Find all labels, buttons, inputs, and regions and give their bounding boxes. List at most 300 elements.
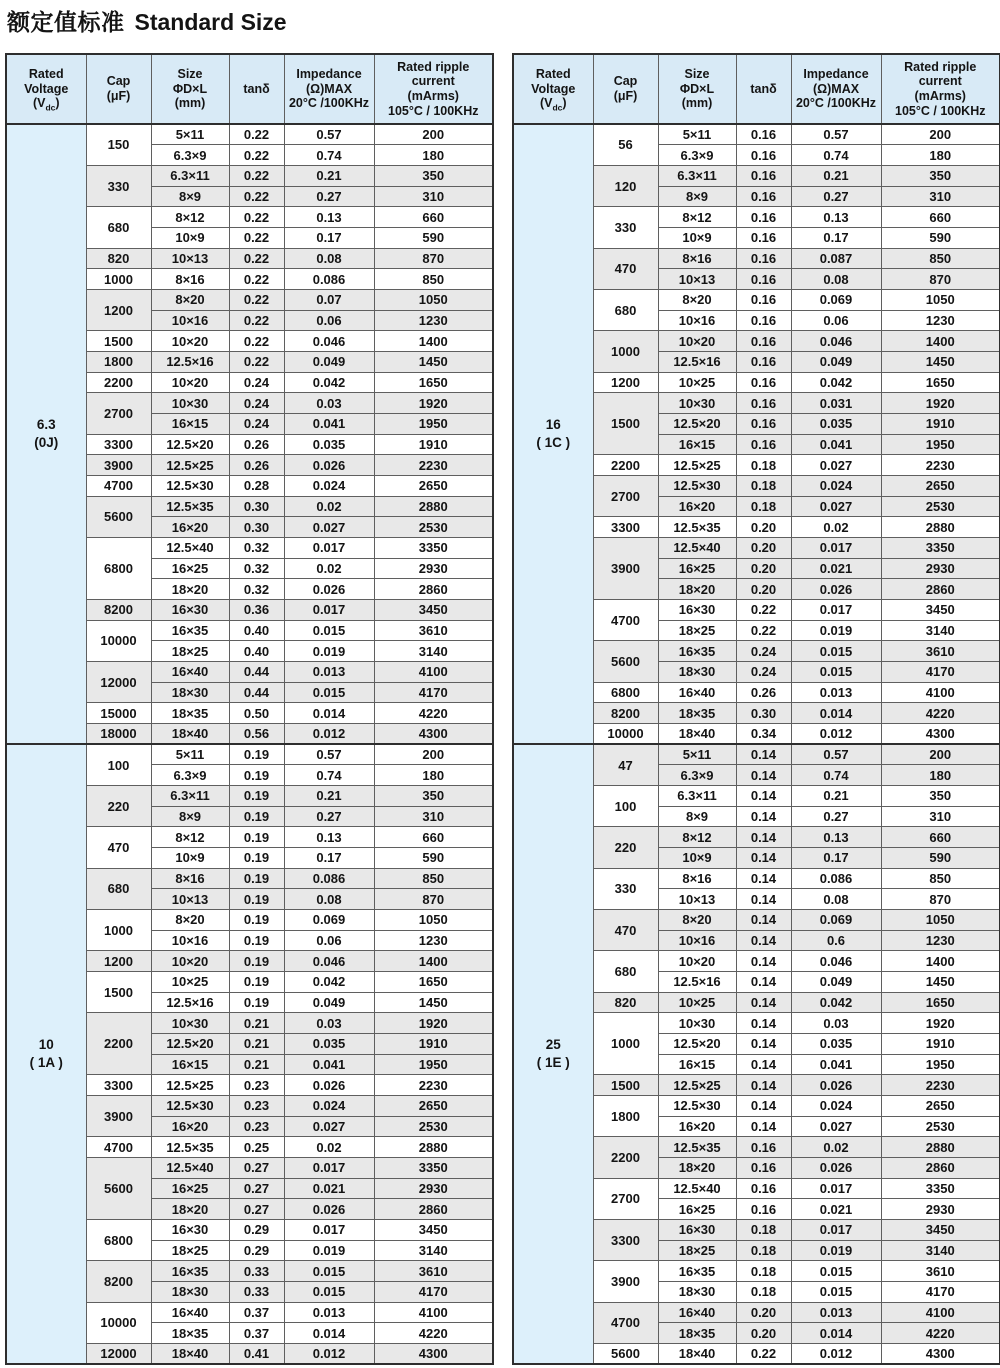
size-cell: 16×20 bbox=[658, 496, 736, 517]
impedance-cell: 0.014 bbox=[791, 703, 881, 724]
impedance-cell: 0.08 bbox=[791, 269, 881, 290]
header-line: current bbox=[918, 74, 962, 89]
size-cell: 12.5×40 bbox=[151, 537, 229, 558]
ripple-cell: 1910 bbox=[881, 413, 1000, 434]
ripple-cell: 2930 bbox=[881, 558, 1000, 579]
ripple-cell: 1450 bbox=[881, 351, 1000, 372]
impedance-cell: 0.03 bbox=[284, 393, 374, 414]
tand-cell: 0.34 bbox=[736, 723, 791, 744]
tand-cell: 0.19 bbox=[229, 992, 284, 1013]
ripple-cell: 590 bbox=[881, 227, 1000, 248]
cap-cell: 3300 bbox=[593, 1220, 658, 1261]
ripple-cell: 350 bbox=[881, 165, 1000, 186]
ripple-cell: 4170 bbox=[881, 1282, 1000, 1303]
ripple-cell: 3610 bbox=[374, 620, 493, 641]
size-cell: 12.5×25 bbox=[151, 455, 229, 476]
impedance-cell: 0.06 bbox=[284, 310, 374, 331]
column-header-impedance bbox=[284, 54, 374, 124]
impedance-cell: 0.019 bbox=[791, 620, 881, 641]
size-cell: 18×20 bbox=[151, 579, 229, 600]
impedance-cell: 0.026 bbox=[791, 579, 881, 600]
impedance-cell: 0.024 bbox=[791, 1096, 881, 1117]
impedance-cell: 0.019 bbox=[284, 1240, 374, 1261]
impedance-cell: 0.017 bbox=[284, 599, 374, 620]
size-cell: 10×25 bbox=[658, 372, 736, 393]
size-cell: 8×20 bbox=[151, 910, 229, 931]
impedance-cell: 0.014 bbox=[791, 1323, 881, 1344]
cap-cell: 6800 bbox=[86, 1220, 151, 1261]
impedance-cell: 0.046 bbox=[791, 331, 881, 352]
impedance-cell: 0.035 bbox=[284, 434, 374, 455]
impedance-cell: 0.02 bbox=[791, 517, 881, 538]
size-cell: 10×25 bbox=[658, 992, 736, 1013]
size-cell: 12.5×20 bbox=[151, 1034, 229, 1055]
size-cell: 10×9 bbox=[151, 227, 229, 248]
header-line: tanδ bbox=[750, 81, 777, 96]
impedance-cell: 0.13 bbox=[791, 827, 881, 848]
size-cell: 12.5×40 bbox=[658, 1178, 736, 1199]
header-line: (Ω)MAX bbox=[812, 81, 860, 96]
size-cell: 5×11 bbox=[658, 744, 736, 765]
voltage-value: 16 bbox=[545, 416, 561, 432]
ripple-cell: 3350 bbox=[881, 1178, 1000, 1199]
ripple-cell: 180 bbox=[374, 765, 493, 786]
ripple-cell: 3610 bbox=[881, 1261, 1000, 1282]
ripple-cell: 350 bbox=[374, 786, 493, 807]
tand-cell: 0.24 bbox=[736, 661, 791, 682]
size-cell: 16×40 bbox=[151, 661, 229, 682]
column-header-cap bbox=[86, 54, 151, 124]
header-line: Rated ripple bbox=[397, 59, 470, 74]
size-cell: 10×25 bbox=[151, 972, 229, 993]
tand-cell: 0.22 bbox=[229, 207, 284, 228]
tand-cell: 0.14 bbox=[736, 868, 791, 889]
size-cell: 10×20 bbox=[151, 951, 229, 972]
impedance-cell: 0.031 bbox=[791, 393, 881, 414]
impedance-cell: 0.014 bbox=[284, 1323, 374, 1344]
cap-cell: 2700 bbox=[593, 1178, 658, 1219]
size-cell: 18×30 bbox=[151, 1282, 229, 1303]
column-header-tan-delta bbox=[736, 54, 791, 124]
size-cell: 12.5×30 bbox=[658, 1096, 736, 1117]
cap-cell: 5600 bbox=[86, 496, 151, 537]
cap-cell: 470 bbox=[593, 248, 658, 289]
cap-cell: 3300 bbox=[86, 434, 151, 455]
ripple-cell: 200 bbox=[881, 124, 1000, 145]
cap-cell: 10000 bbox=[593, 723, 658, 744]
size-cell: 18×35 bbox=[658, 1323, 736, 1344]
ripple-cell: 850 bbox=[881, 868, 1000, 889]
header-line: Impedance bbox=[803, 66, 869, 81]
tand-cell: 0.33 bbox=[229, 1261, 284, 1282]
ripple-cell: 2650 bbox=[374, 1096, 493, 1117]
ripple-cell: 3450 bbox=[881, 1220, 1000, 1241]
impedance-cell: 0.026 bbox=[791, 1158, 881, 1179]
cap-cell: 1200 bbox=[593, 372, 658, 393]
tand-cell: 0.14 bbox=[736, 930, 791, 951]
size-cell: 12.5×35 bbox=[658, 1137, 736, 1158]
header-line: Size bbox=[684, 66, 710, 81]
impedance-cell: 0.026 bbox=[791, 1075, 881, 1096]
tand-cell: 0.22 bbox=[229, 227, 284, 248]
tand-cell: 0.20 bbox=[736, 1302, 791, 1323]
impedance-cell: 0.21 bbox=[791, 786, 881, 807]
size-cell: 8×12 bbox=[658, 827, 736, 848]
cap-cell: 680 bbox=[593, 289, 658, 330]
impedance-cell: 0.017 bbox=[284, 1220, 374, 1241]
table-row bbox=[6, 744, 493, 765]
impedance-cell: 0.21 bbox=[791, 165, 881, 186]
size-cell: 10×20 bbox=[151, 331, 229, 352]
cap-cell: 4700 bbox=[86, 475, 151, 496]
tand-cell: 0.14 bbox=[736, 1096, 791, 1117]
size-cell: 16×15 bbox=[151, 1054, 229, 1075]
ripple-cell: 2230 bbox=[881, 455, 1000, 476]
header-line: current bbox=[411, 74, 455, 89]
tand-cell: 0.22 bbox=[229, 124, 284, 145]
ripple-cell: 1650 bbox=[881, 992, 1000, 1013]
ripple-cell: 1910 bbox=[881, 1034, 1000, 1055]
tand-cell: 0.22 bbox=[229, 269, 284, 290]
cap-cell: 3300 bbox=[593, 517, 658, 538]
size-cell: 10×9 bbox=[658, 848, 736, 869]
size-cell: 18×35 bbox=[151, 1323, 229, 1344]
impedance-cell: 0.026 bbox=[284, 1199, 374, 1220]
size-cell: 16×40 bbox=[658, 682, 736, 703]
cap-cell: 120 bbox=[593, 165, 658, 206]
size-cell: 6.3×9 bbox=[658, 145, 736, 166]
cap-cell: 680 bbox=[593, 951, 658, 992]
impedance-cell: 0.042 bbox=[791, 992, 881, 1013]
tand-cell: 0.18 bbox=[736, 1220, 791, 1241]
cap-cell: 1000 bbox=[86, 269, 151, 290]
tand-cell: 0.16 bbox=[736, 269, 791, 290]
tand-cell: 0.33 bbox=[229, 1282, 284, 1303]
size-cell: 8×16 bbox=[658, 248, 736, 269]
impedance-cell: 0.015 bbox=[791, 661, 881, 682]
tand-cell: 0.19 bbox=[229, 889, 284, 910]
tand-cell: 0.16 bbox=[736, 1199, 791, 1220]
size-cell: 12.5×35 bbox=[151, 1137, 229, 1158]
ripple-cell: 310 bbox=[881, 806, 1000, 827]
tand-cell: 0.16 bbox=[736, 413, 791, 434]
size-cell: 8×20 bbox=[658, 289, 736, 310]
ripple-cell: 1230 bbox=[881, 930, 1000, 951]
tand-cell: 0.30 bbox=[229, 517, 284, 538]
size-cell: 10×13 bbox=[658, 269, 736, 290]
impedance-cell: 0.086 bbox=[284, 269, 374, 290]
impedance-cell: 0.026 bbox=[284, 579, 374, 600]
size-cell: 8×12 bbox=[151, 827, 229, 848]
ripple-cell: 2930 bbox=[881, 1199, 1000, 1220]
size-cell: 18×25 bbox=[151, 641, 229, 662]
cap-cell: 2700 bbox=[86, 393, 151, 434]
impedance-cell: 0.02 bbox=[791, 1137, 881, 1158]
header-line: Voltage bbox=[531, 81, 576, 96]
ripple-cell: 2930 bbox=[374, 558, 493, 579]
ripple-cell: 180 bbox=[374, 145, 493, 166]
tand-cell: 0.21 bbox=[229, 1034, 284, 1055]
tand-cell: 0.18 bbox=[736, 455, 791, 476]
voltage-cell bbox=[6, 124, 86, 744]
ripple-cell: 4100 bbox=[374, 1302, 493, 1323]
tand-cell: 0.50 bbox=[229, 703, 284, 724]
cap-cell: 1500 bbox=[86, 331, 151, 352]
cap-cell: 3900 bbox=[593, 1261, 658, 1302]
tand-cell: 0.22 bbox=[229, 289, 284, 310]
size-cell: 8×9 bbox=[151, 806, 229, 827]
tand-cell: 0.14 bbox=[736, 951, 791, 972]
header-line: Rated ripple bbox=[904, 59, 977, 74]
tand-cell: 0.16 bbox=[736, 331, 791, 352]
tand-cell: 0.19 bbox=[229, 972, 284, 993]
ripple-cell: 4100 bbox=[374, 661, 493, 682]
voltage-cell bbox=[513, 744, 593, 1364]
cap-cell: 1800 bbox=[593, 1096, 658, 1137]
ripple-cell: 1050 bbox=[881, 289, 1000, 310]
page-title bbox=[7, 4, 1000, 37]
size-cell: 12.5×30 bbox=[151, 1096, 229, 1117]
cap-cell: 330 bbox=[86, 165, 151, 206]
header-row bbox=[6, 54, 493, 124]
cap-cell: 1000 bbox=[593, 1013, 658, 1075]
size-cell: 8×12 bbox=[151, 207, 229, 228]
impedance-cell: 0.06 bbox=[791, 310, 881, 331]
tand-cell: 0.22 bbox=[229, 186, 284, 207]
impedance-cell: 0.012 bbox=[284, 1344, 374, 1365]
size-cell: 16×35 bbox=[658, 1261, 736, 1282]
impedance-cell: 0.069 bbox=[284, 910, 374, 931]
impedance-cell: 0.03 bbox=[791, 1013, 881, 1034]
tand-cell: 0.16 bbox=[736, 1178, 791, 1199]
cap-cell: 2200 bbox=[593, 455, 658, 476]
cap-cell: 8200 bbox=[86, 599, 151, 620]
size-cell: 18×25 bbox=[151, 1240, 229, 1261]
impedance-cell: 0.049 bbox=[791, 972, 881, 993]
tand-cell: 0.24 bbox=[736, 641, 791, 662]
impedance-cell: 0.024 bbox=[284, 475, 374, 496]
cap-cell: 1200 bbox=[86, 289, 151, 330]
tand-cell: 0.22 bbox=[229, 248, 284, 269]
impedance-cell: 0.049 bbox=[791, 351, 881, 372]
header-line: 20°C /100KHz bbox=[795, 96, 877, 111]
ripple-cell: 4220 bbox=[881, 1323, 1000, 1344]
tand-cell: 0.36 bbox=[229, 599, 284, 620]
tand-cell: 0.16 bbox=[736, 186, 791, 207]
table-header bbox=[513, 54, 1000, 124]
size-cell: 16×30 bbox=[658, 1220, 736, 1241]
tand-cell: 0.28 bbox=[229, 475, 284, 496]
ripple-cell: 4300 bbox=[881, 723, 1000, 744]
ripple-cell: 4220 bbox=[881, 703, 1000, 724]
impedance-cell: 0.013 bbox=[284, 1302, 374, 1323]
tand-cell: 0.24 bbox=[229, 393, 284, 414]
size-cell: 16×30 bbox=[658, 599, 736, 620]
size-cell: 10×30 bbox=[658, 1013, 736, 1034]
ripple-cell: 2880 bbox=[881, 517, 1000, 538]
impedance-cell: 0.015 bbox=[791, 641, 881, 662]
impedance-cell: 0.017 bbox=[791, 537, 881, 558]
tand-cell: 0.26 bbox=[229, 455, 284, 476]
tand-cell: 0.27 bbox=[229, 1178, 284, 1199]
impedance-cell: 0.021 bbox=[791, 1199, 881, 1220]
ripple-cell: 1920 bbox=[881, 393, 1000, 414]
size-cell: 12.5×16 bbox=[151, 351, 229, 372]
tand-cell: 0.14 bbox=[736, 1116, 791, 1137]
impedance-cell: 0.07 bbox=[284, 289, 374, 310]
ripple-cell: 1950 bbox=[881, 1054, 1000, 1075]
impedance-cell: 0.069 bbox=[791, 289, 881, 310]
ripple-cell: 1230 bbox=[374, 930, 493, 951]
ripple-cell: 1950 bbox=[374, 413, 493, 434]
header-line: 20°C /100KHz bbox=[288, 96, 370, 111]
ripple-cell: 850 bbox=[374, 868, 493, 889]
size-cell: 12.5×40 bbox=[151, 1158, 229, 1179]
tand-cell: 0.14 bbox=[736, 1054, 791, 1075]
size-cell: 12.5×35 bbox=[658, 517, 736, 538]
table-row bbox=[513, 124, 1000, 145]
impedance-cell: 0.042 bbox=[791, 372, 881, 393]
impedance-cell: 0.02 bbox=[284, 558, 374, 579]
ripple-cell: 4300 bbox=[881, 1344, 1000, 1365]
cap-cell: 100 bbox=[86, 744, 151, 785]
size-cell: 8×16 bbox=[658, 868, 736, 889]
tand-cell: 0.19 bbox=[229, 744, 284, 765]
impedance-cell: 0.017 bbox=[791, 599, 881, 620]
header-line: Size bbox=[177, 66, 203, 81]
column-header-ripple-current bbox=[374, 54, 493, 124]
size-cell: 18×25 bbox=[658, 620, 736, 641]
impedance-cell: 0.027 bbox=[791, 1116, 881, 1137]
ripple-cell: 870 bbox=[374, 889, 493, 910]
impedance-cell: 0.08 bbox=[791, 889, 881, 910]
header-line: Impedance bbox=[296, 66, 362, 81]
impedance-cell: 0.021 bbox=[284, 1178, 374, 1199]
tand-cell: 0.56 bbox=[229, 723, 284, 744]
tand-cell: 0.20 bbox=[736, 1323, 791, 1344]
impedance-cell: 0.015 bbox=[284, 682, 374, 703]
impedance-cell: 0.042 bbox=[284, 972, 374, 993]
impedance-cell: 0.012 bbox=[284, 723, 374, 744]
size-cell: 18×20 bbox=[658, 1158, 736, 1179]
ripple-cell: 350 bbox=[374, 165, 493, 186]
size-cell: 6.3×11 bbox=[658, 165, 736, 186]
header-line: 105°C / 100KHz bbox=[895, 103, 986, 118]
size-cell: 5×11 bbox=[151, 744, 229, 765]
size-cell: 16×35 bbox=[151, 1261, 229, 1282]
header-line: Cap bbox=[106, 74, 131, 89]
ripple-cell: 1450 bbox=[374, 351, 493, 372]
cap-cell: 330 bbox=[593, 868, 658, 909]
header-line: (mm) bbox=[681, 96, 713, 111]
ripple-cell: 3140 bbox=[374, 641, 493, 662]
ripple-cell: 2230 bbox=[881, 1075, 1000, 1096]
ripple-cell: 2880 bbox=[374, 496, 493, 517]
size-cell: 6.3×11 bbox=[151, 165, 229, 186]
impedance-cell: 0.57 bbox=[284, 744, 374, 765]
impedance-cell: 0.069 bbox=[791, 910, 881, 931]
tand-cell: 0.24 bbox=[229, 372, 284, 393]
tand-cell: 0.19 bbox=[229, 868, 284, 889]
impedance-cell: 0.74 bbox=[791, 145, 881, 166]
ripple-cell: 4220 bbox=[374, 1323, 493, 1344]
ripple-cell: 3350 bbox=[374, 537, 493, 558]
impedance-cell: 0.57 bbox=[791, 124, 881, 145]
ripple-cell: 2230 bbox=[374, 455, 493, 476]
ripple-cell: 1230 bbox=[881, 310, 1000, 331]
impedance-cell: 0.087 bbox=[791, 248, 881, 269]
cap-cell: 56 bbox=[593, 124, 658, 165]
ripple-cell: 1450 bbox=[881, 972, 1000, 993]
impedance-cell: 0.17 bbox=[284, 227, 374, 248]
size-cell: 12.5×25 bbox=[658, 455, 736, 476]
impedance-cell: 0.017 bbox=[284, 1158, 374, 1179]
tand-cell: 0.32 bbox=[229, 537, 284, 558]
size-cell: 10×30 bbox=[151, 393, 229, 414]
cap-cell: 680 bbox=[86, 207, 151, 248]
tand-cell: 0.29 bbox=[229, 1220, 284, 1241]
column-header-size bbox=[658, 54, 736, 124]
ripple-cell: 4220 bbox=[374, 703, 493, 724]
size-cell: 12.5×16 bbox=[658, 351, 736, 372]
cap-cell: 10000 bbox=[86, 1302, 151, 1343]
size-cell: 12.5×25 bbox=[151, 1075, 229, 1096]
size-cell: 16×15 bbox=[658, 434, 736, 455]
ripple-cell: 1400 bbox=[881, 331, 1000, 352]
size-cell: 10×20 bbox=[151, 372, 229, 393]
cap-cell: 1500 bbox=[593, 1075, 658, 1096]
tand-cell: 0.41 bbox=[229, 1344, 284, 1365]
impedance-cell: 0.13 bbox=[284, 827, 374, 848]
size-cell: 18×30 bbox=[151, 682, 229, 703]
size-cell: 12.5×40 bbox=[658, 537, 736, 558]
tand-cell: 0.14 bbox=[736, 1075, 791, 1096]
ripple-cell: 1910 bbox=[374, 1034, 493, 1055]
size-cell: 8×20 bbox=[151, 289, 229, 310]
ripple-cell: 1400 bbox=[374, 951, 493, 972]
size-cell: 16×30 bbox=[151, 599, 229, 620]
tand-cell: 0.19 bbox=[229, 910, 284, 931]
voltage-value: 25 bbox=[545, 1037, 561, 1053]
impedance-cell: 0.046 bbox=[284, 951, 374, 972]
tand-cell: 0.16 bbox=[736, 372, 791, 393]
ripple-cell: 4100 bbox=[881, 1302, 1000, 1323]
size-cell: 10×16 bbox=[658, 310, 736, 331]
ripple-cell: 1050 bbox=[374, 910, 493, 931]
ripple-cell: 180 bbox=[881, 145, 1000, 166]
tand-cell: 0.19 bbox=[229, 848, 284, 869]
impedance-cell: 0.74 bbox=[791, 765, 881, 786]
size-cell: 18×20 bbox=[658, 579, 736, 600]
ripple-cell: 1950 bbox=[374, 1054, 493, 1075]
impedance-cell: 0.035 bbox=[791, 1034, 881, 1055]
ripple-cell: 2880 bbox=[374, 1137, 493, 1158]
ripple-cell: 2860 bbox=[374, 579, 493, 600]
impedance-cell: 0.017 bbox=[284, 537, 374, 558]
tand-cell: 0.22 bbox=[229, 331, 284, 352]
size-cell: 10×30 bbox=[151, 1013, 229, 1034]
tand-cell: 0.14 bbox=[736, 806, 791, 827]
ripple-cell: 310 bbox=[881, 186, 1000, 207]
tand-cell: 0.19 bbox=[229, 786, 284, 807]
cap-cell: 820 bbox=[86, 248, 151, 269]
tand-cell: 0.37 bbox=[229, 1302, 284, 1323]
tand-cell: 0.18 bbox=[736, 475, 791, 496]
size-cell: 8×9 bbox=[151, 186, 229, 207]
tand-cell: 0.19 bbox=[229, 951, 284, 972]
tand-cell: 0.16 bbox=[736, 310, 791, 331]
header-line: ΦD×L bbox=[679, 81, 715, 96]
